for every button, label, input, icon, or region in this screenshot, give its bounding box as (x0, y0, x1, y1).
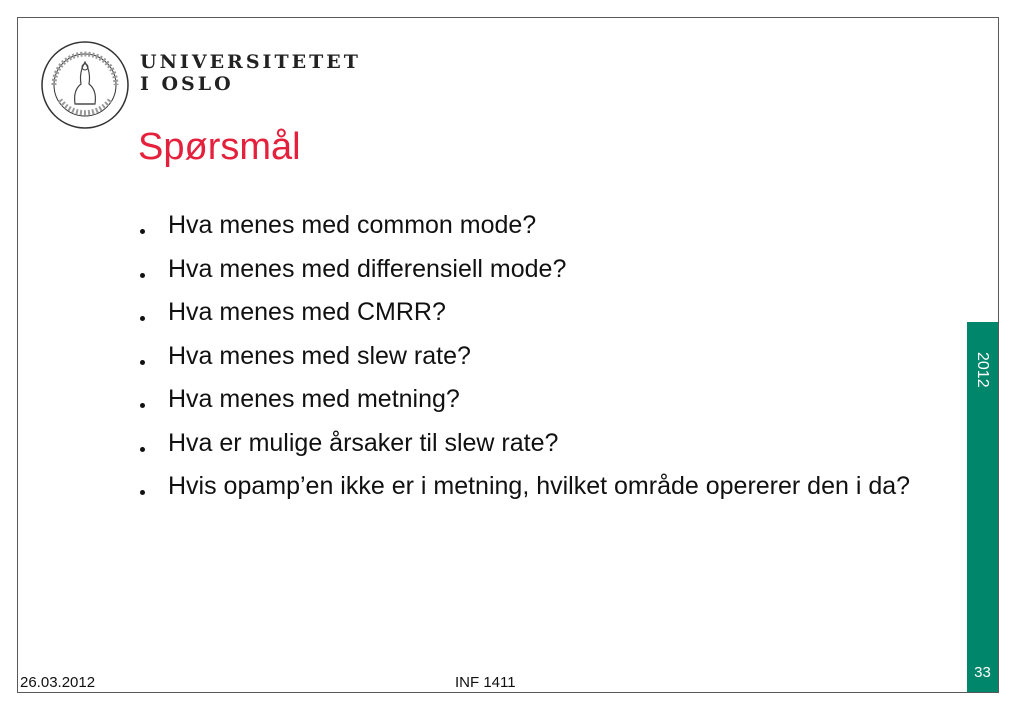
bullet-icon (140, 447, 145, 452)
university-name (140, 51, 361, 95)
bullet-text: Hva menes med slew rate? (168, 341, 471, 370)
list-item (132, 341, 932, 371)
list-item (132, 384, 932, 414)
bullet-text: Hva menes med common mode? (168, 211, 537, 239)
footer-date: 26.03.2012 (20, 674, 96, 691)
university-name-line2: I OSLO (140, 73, 234, 95)
bullet-icon (140, 490, 145, 495)
bullet-text: Hva er mulige årsaker til slew rate? (168, 428, 559, 457)
list-item (132, 297, 932, 327)
bullet-icon (140, 403, 145, 408)
list-item (132, 471, 932, 501)
bullet-icon (140, 360, 145, 365)
bullet-icon (140, 316, 145, 321)
bullet-text: Hvis opamp’en ikke er i metning, hvilket område opererer den i da? (168, 472, 911, 500)
bullet-icon (140, 229, 145, 234)
list-item (132, 254, 932, 284)
question-list (132, 210, 932, 515)
footer-course: INF 1411 (455, 674, 516, 691)
bullet-text: Hva menes med differensiell mode? (168, 254, 567, 283)
page-number: 33 (974, 664, 991, 681)
side-year-label: 2012 (974, 352, 991, 388)
bullet-icon (140, 273, 145, 278)
list-item (132, 210, 932, 240)
university-name-line1: UNIVERSITETET (140, 51, 361, 73)
bullet-text: Hva menes med CMRR? (168, 298, 446, 326)
bullet-text: Hva menes med metning? (168, 385, 460, 413)
list-item (132, 428, 932, 458)
slide-title: Spørsmål (138, 126, 301, 168)
university-seal-logo (40, 40, 130, 130)
